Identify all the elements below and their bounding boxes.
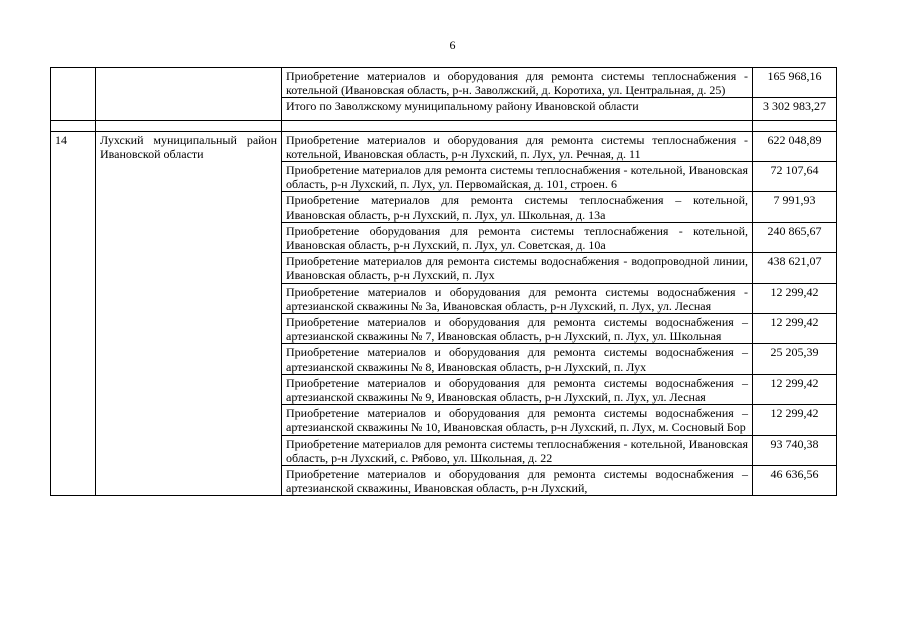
description-cell: Приобретение материалов для ремонта системы теплоснабжения – котельной, Ивановская область, р-н Лухский, п. Лух, ул. Школьная, д. 13а xyxy=(282,192,753,222)
amount-cell: 72 107,64 xyxy=(753,162,837,192)
amount-cell: 12 299,42 xyxy=(753,283,837,313)
row-number-cell: 14 xyxy=(51,131,96,496)
spacer-row xyxy=(51,120,837,131)
row-number-cell xyxy=(51,68,96,121)
description-cell: Приобретение материалов и оборудования для ремонта системы водоснабжения – артезианской скважины № 10, Ивановская область, р-н Лухский, п. Лух, м. Сосновый Бор xyxy=(282,405,753,435)
description-cell: Приобретение материалов и оборудования для ремонта системы водоснабжения – артезианской скважины № 8, Ивановская область, р-н Лухский, п. Лух xyxy=(282,344,753,374)
district-cell: Лухский муниципальный район Ивановской области xyxy=(96,131,282,496)
amount-cell: 240 865,67 xyxy=(753,222,837,252)
description-cell: Приобретение материалов для ремонта системы теплоснабжения - котельной, Ивановская область, р-н Лухский, п. Лух, ул. Первомайская, д. 101, строен. 6 xyxy=(282,162,753,192)
description-cell: Приобретение материалов для ремонта системы теплоснабжения - котельной, Ивановская область, р-н Лухский, с. Рябово, ул. Школьная, д. 22 xyxy=(282,435,753,465)
amount-cell: 7 991,93 xyxy=(753,192,837,222)
description-cell: Приобретение материалов и оборудования для ремонта системы теплоснабжения - котельной (Ивановская область, р-н. Заволжский, д. Коротиха, ул. Центральная, д. 25) xyxy=(282,68,753,98)
amount-cell: 165 968,16 xyxy=(753,68,837,98)
funding-table xyxy=(50,67,837,496)
amount-cell: 622 048,89 xyxy=(753,131,837,161)
description-cell: Приобретение материалов и оборудования для ремонта системы водоснабжения – артезианской скважины № 9, Ивановская область, р-н Лухский, п. Лух, ул. Лесная xyxy=(282,374,753,404)
amount-cell: 93 740,38 xyxy=(753,435,837,465)
table-row xyxy=(51,68,837,98)
amount-cell: 25 205,39 xyxy=(753,344,837,374)
description-cell: Приобретение материалов и оборудования для ремонта системы водоснабжения – артезианской скважины № 7, Ивановская область, р-н Лухский, п. Лух, ул. Школьная xyxy=(282,314,753,344)
district-cell xyxy=(96,68,282,121)
description-cell: Приобретение оборудования для ремонта системы теплоснабжения - котельной, Ивановская область, р-н Лухский, п. Лух, ул. Советская, д. 10а xyxy=(282,222,753,252)
total-label: Итого по Заволжскому муниципальному району Ивановской области xyxy=(282,98,753,120)
page-number: 6 xyxy=(449,38,456,52)
amount-cell: 438 621,07 xyxy=(753,253,837,283)
description-cell: Приобретение материалов и оборудования для ремонта системы водоснабжения – артезианской скважины, Ивановская область, р-н Лухский, xyxy=(282,466,753,496)
description-cell: Приобретение материалов и оборудования для ремонта системы теплоснабжения - котельной, Ивановская область, р-н Лухский, п. Лух, ул. Речная, д. 11 xyxy=(282,131,753,161)
amount-cell: 46 636,56 xyxy=(753,466,837,496)
description-cell: Приобретение материалов и оборудования для ремонта системы водоснабжения - артезианской скважины № 3а, Ивановская область, р-н Лухский, п. Лух, ул. Лесная xyxy=(282,283,753,313)
amount-cell: 12 299,42 xyxy=(753,314,837,344)
description-cell: Приобретение материалов для ремонта системы водоснабжения - водопроводной линии, Ивановская область, р-н Лухский, п. Лух xyxy=(282,253,753,283)
amount-cell: 12 299,42 xyxy=(753,374,837,404)
total-amount: 3 302 983,27 xyxy=(753,98,837,120)
amount-cell: 12 299,42 xyxy=(753,405,837,435)
table-row xyxy=(51,131,837,161)
